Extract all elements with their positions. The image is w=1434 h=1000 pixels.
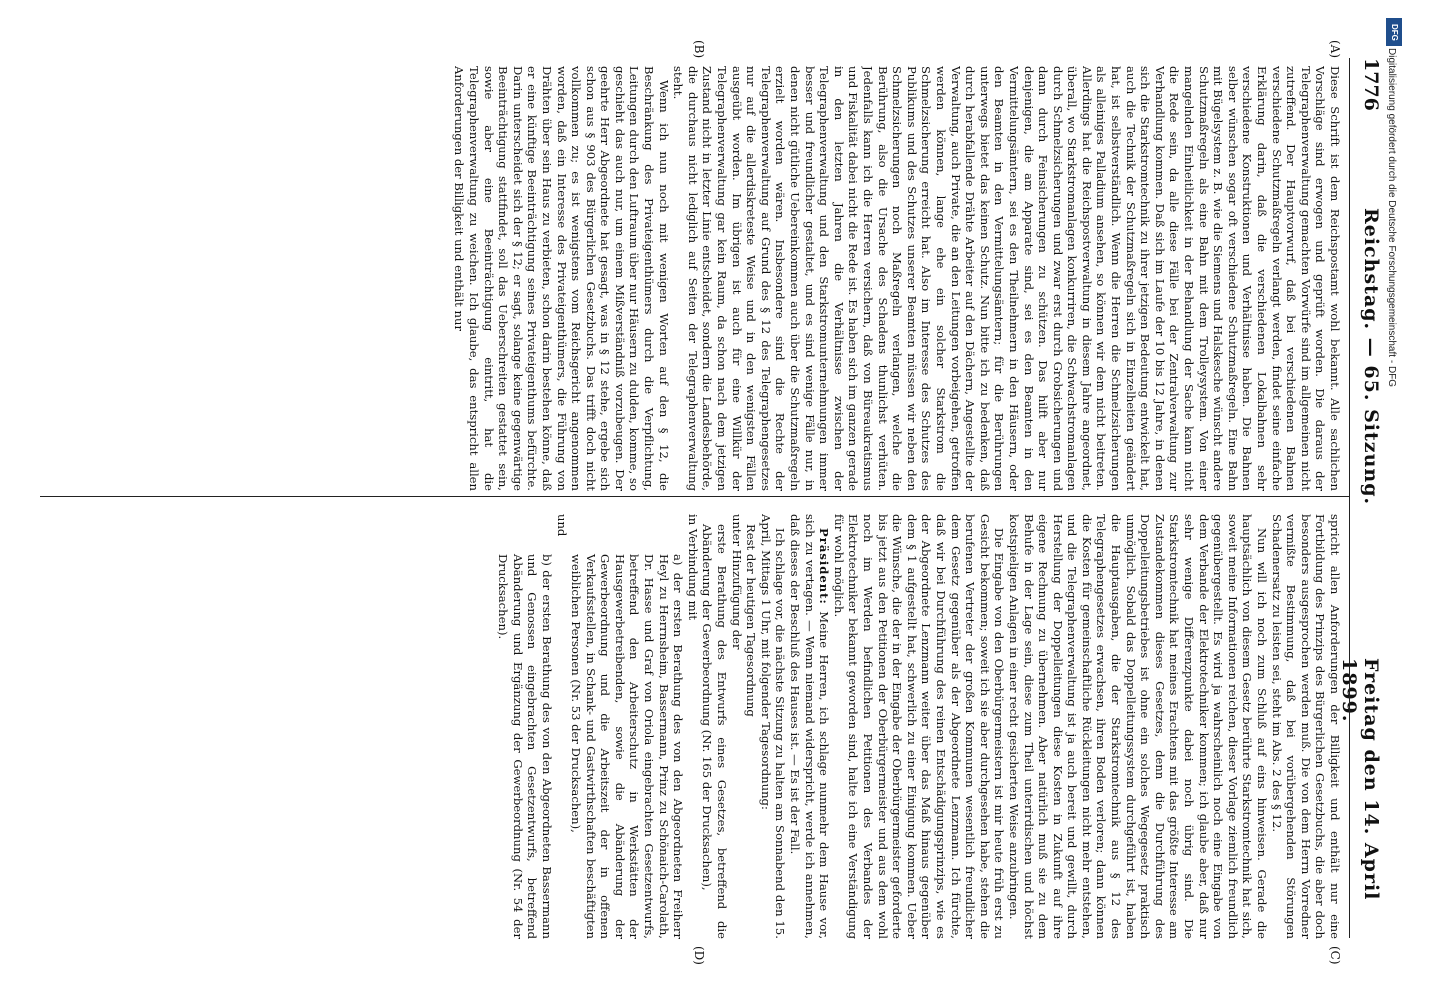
left-column <box>42 66 1342 491</box>
margin-marker-a: (A) <box>1328 40 1342 59</box>
agenda-item: b) der ersten Berathung des von den Abgeordneten Bassermann und Genossen eingebrachten Gesetzentwurfs, betreffend Abänderung und Ergänzung der Gewerbeordnung (Nr. 54 der Drucksachen). <box>496 554 554 939</box>
header-rule <box>1349 58 1350 938</box>
credit-text: Digitalisierung gefördert durch die Deutsche Forschungsgemeinschaft - DFG <box>1386 48 1397 388</box>
session-date: Freitag den 14. April 1899. <box>1338 658 1382 901</box>
agenda-rest: Rest der heutigen Tagesordnung <box>744 524 759 717</box>
digitization-credit <box>1380 8 1420 992</box>
agenda-addition: unter Hinzufügung der <box>729 514 744 650</box>
session-title: Reichstag. — 65. Sitzung. <box>1360 208 1382 506</box>
paragraph: spricht allen Anforderungen der Billigkeit und enthält nur eine Fortbildung des Prinzips des Bürgerlichen Gesetzbuchs, die aber doch besonders ausgesprochen werden muß. Die von dem Herrn Vorredner vermißte Bestimmung, daß bei vorübergehenden Störungen Schadenersatz zu leisten sei, steht im Abs. 2 des § 12. <box>1269 514 1342 939</box>
president-statement <box>787 514 831 939</box>
paragraph: Diese Schrift ist dem Reichspostamt wohl bekannt. Alle sachlichen Vorschläge sind erwogen und geprüft worden. Die daraus der Telegraphenverwaltung gemachten Vorwürfe sind im allgemeinen nicht zutreffend. Der Hauptvorwurf, daß bei verschiedenen Bahnen verschiedene Schutzmaßregeln verlangt werden, findet seine einfache Erklärung darin, daß die verschiedenen Lokalbahnen sehr verschiedene Konstruktionen und Verhältnisse haben. Die Bahnen selber wünschen sogar oft verschiedene Schutzmaßregeln. Eine Bahn mit Bügelsystem z. B. wie die Siemens und Halskesche wünscht andere Schutzmaßregeln als eine Bahn mit dem Trolleysystem. Von einer mangelnden Einheitlichkeit in der Behandlung der Sache kann nicht die Rede sein, da alle diese Fälle bei der Zentralverwaltung zur Verhandlung kommen. Daß sich im Laufe der 10 bis 12 Jahre, in denen sich die Starkstromtechnik zu ihrer jetzigen Bedeutung entwickelt hat, auch die Technik der Schutzmaßregeln sich in Einzelheiten geändert hat, ist selbstverständlich. Wenn die Herren die Schmelzsicherungen als alleiniges Palladium ansehen, so können wir dem nicht beitreten. Allerdings hat die Reichspostverwaltung in diesem Jahre angeordnet, überall, wo Starkstromanlagen konkurriren, die Schwachstromanlagen durch Schmelzsicherungen und zwar erst durch Grobsicherungen und dann durch Feinsicherungen zu schützen. Das hilft aber nur denjenigen, die am Apparate sind, sei es den Beamten in den Vermittelungsämtern, sei es den Theilnehmern in den Häusern, oder den Beamten in den Vermittelungsämtern; für die Berührungen unterwegs bietet das keinen Schutz. Nun bitte ich zu bedenken, daß durch herabfallende Drähte Arbeiter auf den Dächern, Angestellte der Verwaltung, auch Private, die an den Leitungen vorbeigehen, getroffen werden können, lange ehe ein solcher Starkstrom die Schmelzsicherung erreicht hat. Also im Interesse des Schutzes des Publikums und des Schutzes unserer Beamten müssen wir neben den Schmelzsicherungen noch Maßregeln verlangen, welche die Berührung, also die Ursache des Schadens thunlichst verhüten. Jedenfalls kann ich die Herren versichern, daß von Büreaukratismus und Fiskalität dabei nicht die Rede ist. Es haben sich im ganzen gerade in den letzten Jahren die Verhältnisse zwischen der Telegraphenverwaltung und den Starkstromunternehmungen immer besser und freundlicher gestaltet, und es sind wenige Fälle nur, in denen nicht gütliche Uebereinkommen auch über die Schutzmaßregeln erzielt worden wären. Insbesondere sind die Rechte der Telegraphenverwaltung auf Grund des § 12 des Telegraphengesetzes nur auf die allerdiskreteste Weise und in den wenigsten Fällen ausgeübt worden. Im übrigen ist auch für eine Willkür der Telegraphenverwaltung gar kein Raum, da schon nach dem jetzigen Zustand nicht in letzter Linie entscheidet, sondern die Landesbehörde, die durchaus nicht lediglich auf Seiten der Telegraphenverwaltung steht. <box>671 66 1342 491</box>
agenda-item: a) der ersten Berathung des von den Abgeordneten Freiherr Heyl zu Herrnsheim, Bassermann, Prinz zu Schönaich-Carolath, Dr. Hasse und Graf von Oriola eingebrachten Gesetzentwurfs, betreffend den Arbeiterschutz in Werkstätten der Hausgewerbetreibenden, sowie die Abänderung der Gewerbeordnung und die Arbeitszeit der in offenen Verkaufsstellen, in Schank- und Gastwirthschaften beschäftigten weiblichen Personen (Nr. 53 der Drucksachen), <box>569 554 686 939</box>
margin-marker-c: (C) <box>1328 946 1342 965</box>
agenda-item: erste Berathung des Entwurfs eines Gesetzes, betreffend die Abänderung der Gewerbeordnung (Nr. 165 der Drucksachen), <box>700 524 730 939</box>
right-column <box>42 514 1342 939</box>
margin-marker-d: (D) <box>692 946 706 965</box>
agenda <box>496 514 759 939</box>
column-divider <box>40 496 1350 497</box>
paragraph: Wenn ich nun noch mit wenigen Worten auf den § 12, die Beschränkung des Privateigenthümers durch die Verpflichtung, Leitungen durch den Luftraum über nur Häusern zu dulden, komme, so geschieht das auch nur, um einem Mißverständniß vorzubeugen. Der geehrte Herr Abgeordnete hat gesagt, was in § 12 stehe, ergebe sich schon aus § 903 des Bürgerlichen Gesetzbuchs. Das trifft doch nicht vollkommen zu; es ist wenigstens vom Reichsgericht angenommen worden, daß ein Interesse des Privateigenthümers, die Führung von Drähten über sein Haus zu verbieten, schon darin bestehen könne, daß er eine künftige Beeinträchtigung seines Privateigenthums befürchte. Darin unterscheidet sich der § 12; er sagt, solange keine gegenwärtige Beeinträchtigung stattfindet, soll das Ueberschreiten gestattet sein, sowie aber eine Beeinträchtigung eintritt, hat die Telegraphenverwaltung zu weichen. Ich glaube, das entspricht allen Anforderungen der Billigkeit und enthält nur <box>452 66 671 491</box>
speaker-name: Präsident: <box>817 528 832 605</box>
page-number: 1776 <box>1360 58 1382 111</box>
next-session: Ich schlage vor, die nächste Sitzung zu halten am Sonnabend den 15. April, Mittags 1 Uhr, mit folgender Tagesordnung: <box>758 514 788 939</box>
paragraph: Die Eingabe von den Oberbürgermeistern ist mir heute früh erst zu Gesicht bekommen; soweit ich sie aber durchgesehen habe, stehen die berufenen Vertreter der großen Kommunen wesentlich freundlicher dem Gesetz gegenüber als der Abgeordnete Lenzmann. Ich fürchte, daß wir bei Durchführung des reinen Entschädigungsprinzips, wie es der Abgeordnete Lenzmann weiter über das Maß hinaus gegenüber dem § 1 aufgestellt hat, schwerlich zu einer Einigung kommen. Ueber die Wünsche, die der in der Eingabe der Oberbürgermeister geforderte bis jetzt aus den Petitionen der Oberbürgermeister und aus dem wohl noch im Werden befindlichen Petitionen des Verbandes der Elektrotechniker bekannt geworden sind, halte ich eine Verständigung für wohl möglich. <box>831 514 1007 939</box>
dfg-logo: DFG <box>1386 18 1402 46</box>
running-header <box>1338 58 1382 938</box>
president-text: Meine Herren, ich schlage nunmehr dem Hause vor, sich zu vertagen. — Wenn niemand widerspricht, werde ich annehmen, daß dieses der Beschluß des Hauses ist. — Es ist der Fall. <box>788 514 832 939</box>
paragraph: Nun will ich noch zum Schluß auf eins hinweisen. Gerade die hauptsächlich von diesem Gesetz berührte Starkstromtechnik hat sich, soweit meine Informationen reichen, dieser Vorlage ziemlich freundlich gegenübergestellt. Es wird ja wahrscheinlich noch eine Eingabe von dem Verbande der Elektrotechniker kommen; ich glaube aber, daß nur sehr wenige Differenzpunkte dabei noch übrig sind. Die Starkstromtechnik hat meines Erachtens mit das größte Interesse am Zustandekommen dieses Gesetzes, denn die Durchführung des Doppelleitungsbetriebes ist ohne ein solches Wegegesetz praktisch unmöglich. Sobald das Doppelleitungssystem durchgeführt ist, haben die Hauptausgaben, die der Starkstromtechnik aus § 12 des Telegraphengesetzes erwachsen, ihren Boden verloren; dann können die Kosten für gemeinschaftliche Rückleitungen nicht mehr entstehen, und die Telegraphenverwaltung ist ja auch bereit und gewillt, durch Herstellung der Doppelleitungen diese Kosten in Zukunft auf ihre eigene Rechnung zu übernehmen. Aber natürlich muß sie zu dem Behufe in der Lage sein, diese zum Theil unterirdischen und höchst kostspieligen Anlagen in einer recht gesicherten Weise anzubringen. <box>1006 514 1270 939</box>
agenda-connector: und <box>554 514 569 537</box>
agenda-connector: in Verbindung mit <box>685 514 700 620</box>
margin-marker-b: (B) <box>692 40 706 59</box>
